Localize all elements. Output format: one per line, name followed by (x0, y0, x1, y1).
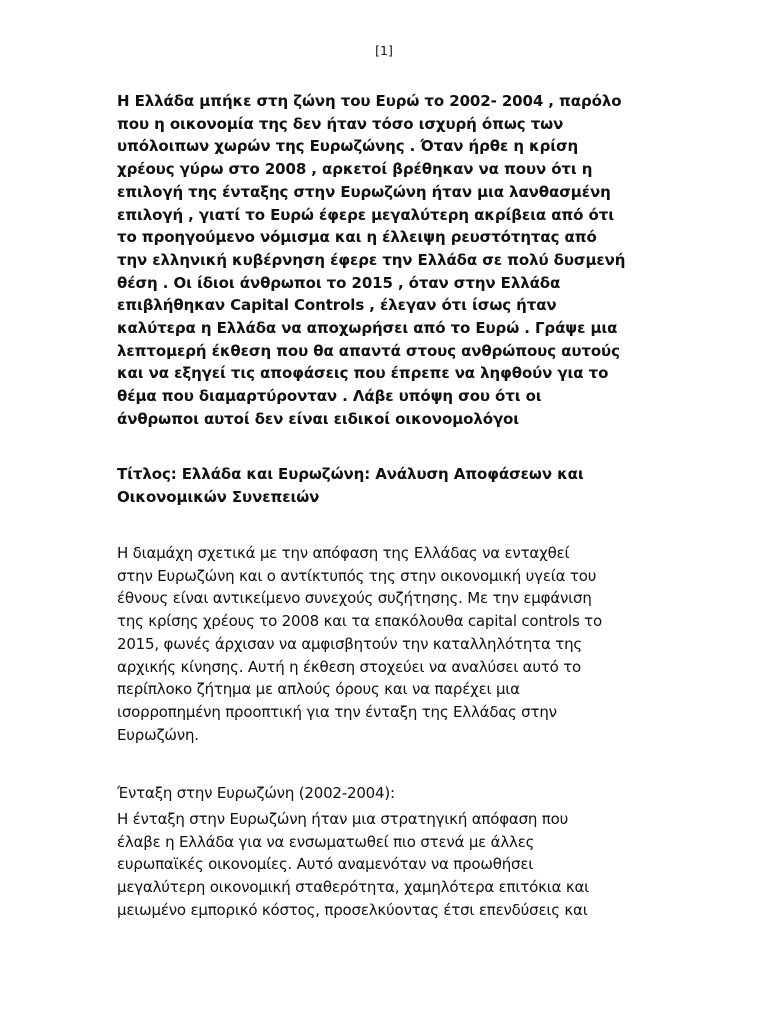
section-heading-text: Ένταξη στην Ευρωζώνη (2002-2004): (117, 784, 395, 802)
prompt-line: χρέους γύρω στο 2008 , αρκετοί βρέθηκαν να πουν ότι η (117, 160, 593, 179)
section-line: μεγαλύτερη οικονομική σταθερότητα, χαμηλότερα επιτόκια και (117, 878, 590, 897)
intro-line: στην Ευρωζώνη και ο αντίκτυπός της στην οικονομική υγεία του (117, 566, 597, 585)
title-line: Οικονομικών Συνεπειών (117, 487, 320, 506)
prompt-line: υπόλοιπων χωρών της Ευρωζώνης . Όταν ήρθε η κρίση (117, 137, 579, 156)
intro-line: έθνους είναι αντικείμενο συνεχούς συζήτησης. Με την εμφάνιση (117, 589, 592, 608)
intro-paragraph (117, 542, 677, 746)
prompt-line: που η οικονομία της δεν ήταν τόσο ισχυρή όπως των (117, 114, 564, 133)
intro-line: 2015, φωνές άρχισαν να αμφισβητούν την καταλληλότητα της (117, 634, 582, 653)
intro-line: Ευρωζώνη. (117, 725, 199, 744)
intro-line: Η διαμάχη σχετικά με την απόφαση της Ελλάδας να ενταχθεί (117, 544, 570, 562)
section-heading (117, 782, 677, 805)
prompt-line: επιλογή της ένταξης στην Ευρωζώνη ήταν μια λανθασμένη (117, 182, 611, 201)
prompt-line: λεπτομερή έκθεση που θα απαντά στους ανθρώπους αυτούς (117, 341, 620, 360)
intro-line: περίπλοκο ζήτημα με απλούς όρους και να παρέχει μια (117, 680, 520, 699)
prompt-line: την ελληνική κυβέρνηση έφερε την Ελλάδα σε πολύ δυσμενή (117, 250, 626, 269)
title-line: Τίτλος: Ελλάδα και Ευρωζώνη: Ανάλυση Αποφάσεων και (117, 465, 584, 483)
prompt-line: καλύτερα η Ελλάδα να αποχωρήσει από το Ευρώ . Γράψε μια (117, 319, 618, 338)
prompt-line: και να εξηγεί τις αποφάσεις που έπρεπε να ληφθούν για το (117, 364, 609, 383)
prompt-line: Η Ελλάδα μπήκε στη ζώνη του Ευρώ το 2002- 2004 , παρόλο (117, 92, 622, 110)
section-paragraph (117, 808, 677, 922)
section-line: ευρωπαϊκές οικονομίες. Αυτό αναμενόταν να προωθήσει (117, 855, 534, 874)
section-line: Η ένταξη στην Ευρωζώνη ήταν μια στρατηγική απόφαση που (117, 810, 569, 828)
page-number: [1] (375, 43, 393, 58)
intro-line: αρχικής κίνησης. Αυτή η έκθεση στοχεύει να αναλύσει αυτό το (117, 657, 582, 676)
section-line: μειωμένο εμπορικό κόστος, προσελκύοντας έτσι επενδύσεις και (117, 900, 588, 919)
prompt-paragraph (117, 90, 677, 431)
section-line: έλαβε η Ελλάδα για να ενσωματωθεί πιο στενά με άλλες (117, 832, 535, 851)
prompt-line: επιβλήθηκαν Capital Controls , έλεγαν ότι ίσως ήταν (117, 296, 557, 315)
prompt-line: άνθρωποι αυτοί δεν είναι ειδικοί οικονομολόγοι (117, 409, 520, 428)
intro-line: ισορροπημένη προοπτική για την ένταξη της Ελλάδας στην (117, 702, 557, 721)
prompt-line: θέση . Οι ίδιοι άνθρωποι το 2015 , όταν στην Ελλάδα (117, 273, 561, 292)
document-title (117, 463, 677, 508)
prompt-line: επιλογή , γιατί το Ευρώ έφερε μεγαλύτερη ακρίβεια από ότι (117, 205, 614, 224)
intro-line: της κρίσης χρέους το 2008 και τα επακόλουθα capital controls το (117, 612, 602, 631)
prompt-line: θέμα που διαμαρτύρονταν . Λάβε υπόψη σου ότι οι (117, 387, 542, 406)
prompt-line: το προηγούμενο νόμισμα και η έλλειψη ρευστότητας από (117, 228, 597, 247)
